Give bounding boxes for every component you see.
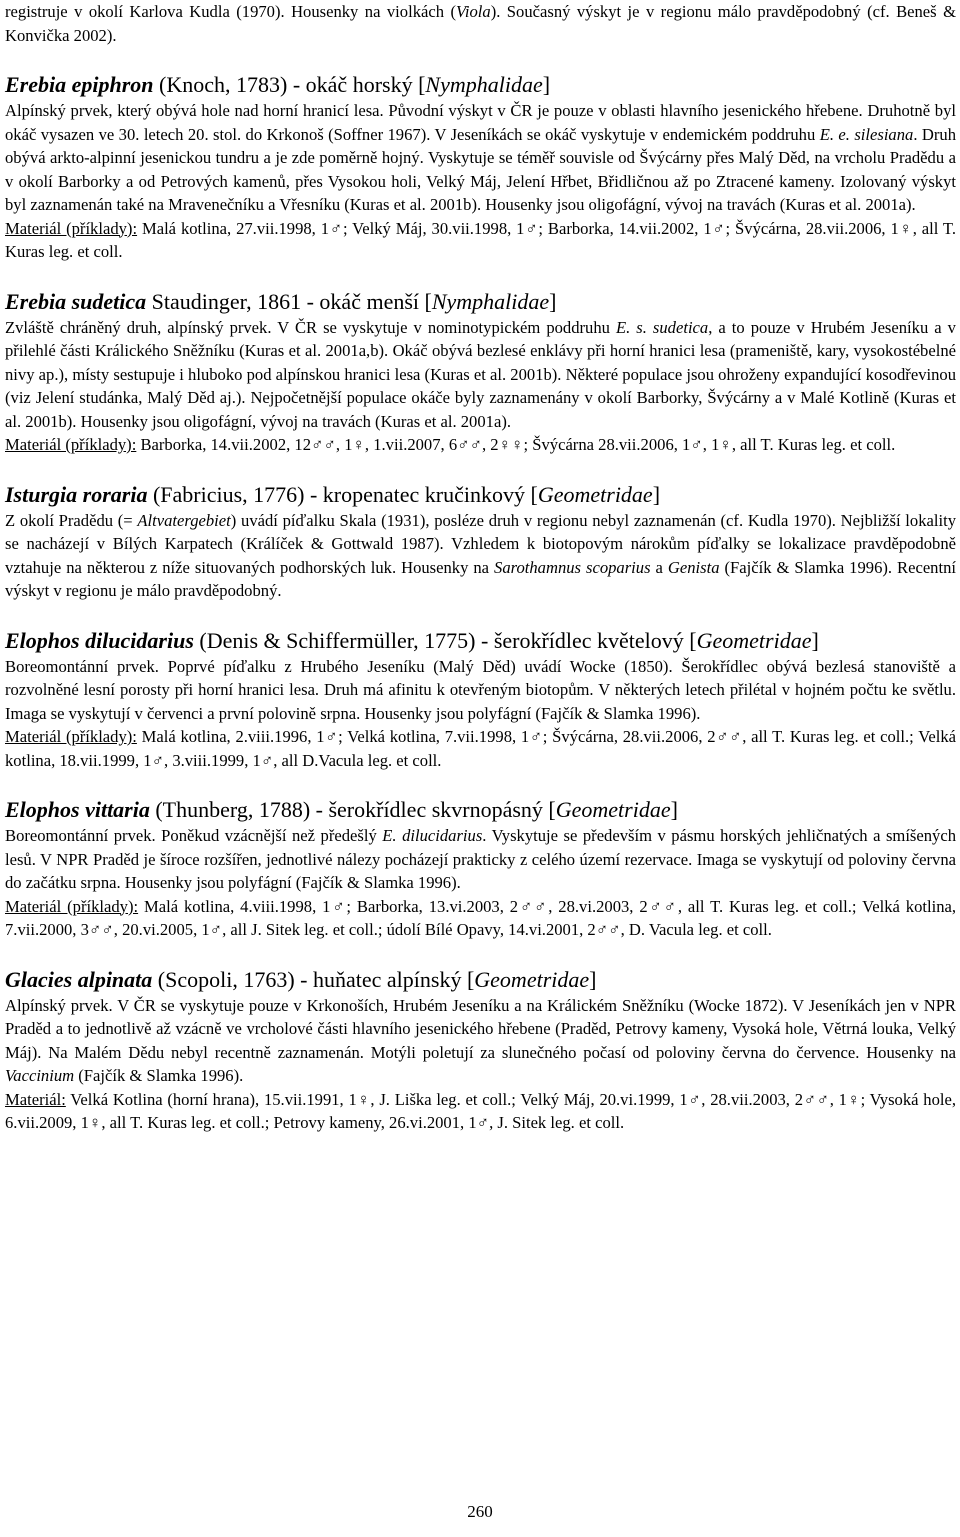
species-description [5,316,956,434]
species-name: Erebia epiphron [5,72,154,97]
heading-close: ] [589,966,597,992]
family-name: Nymphalidae [431,288,550,314]
species-heading [5,71,956,99]
heading-close: ] [811,627,819,653]
text-run: Malá kotlina, 27.vii.1998, 1♂; Velký Máj, 30.vii.1998, 1♂; Barborka, 14.vii.2002, 1♂; Švýcárna, 28.vii.2006, 1♀, all T. Kuras leg. et coll. [5,218,956,261]
material-label: Materiál (příklady): [5,727,137,746]
species-entry [5,288,956,457]
material-list [5,217,956,264]
text-run: (Fajčík & Slamka 1996). Recentní výskyt v regionu je málo pravděpodobný. [5,557,957,600]
species-heading [5,481,956,509]
species-entry [5,796,956,942]
species-entry [5,627,956,773]
species-heading [5,627,956,655]
species-author: (Knoch, 1783) - okáč horský [ [153,72,426,97]
taxon-name: Altvatergebiet [137,510,231,530]
species-entry [5,71,956,264]
text-run: Malá kotlina, 2.viii.1996, 1♂; Velká kotlina, 7.vii.1998, 1♂; Švýcárna, 28.vii.2006, 2♂♂, all T. Kuras leg. et coll.; Velká kotlina, 18.vii.1999, 1♂, 3.viii.1999, 1♂, all D.Vacula leg. et coll. [5,727,956,770]
material-label: Materiál: [5,1089,66,1109]
text-run: Z okolí Pradědu (= [5,510,138,530]
text-run: Boreomontánní prvek. Poprvé píďalku z Hrubého Jeseníku (Malý Děd) uvádí Wocke (1850). Šerokřídlec obývá bezlesá stanoviště a rozvolněné lesní porosty při horní hranici lesa. Druh má afinitu k otevřeným biotopům. V některých letech přilétal v hojném počtu ke světlu. Imaga se vyskytují v červenci a první polovině srpna. Housenky jsou polyfágní (Fajčík & Slamka 1996). [5,656,956,723]
text-run: Velká Kotlina (horní hrana), 15.vii.1991, 1♀, J. Liška leg. et coll.; Velký Máj, 20.vi.1999, 1♂, 28.vii.2003, 2♂♂, 1♀; Vysoká hole, 6.vii.2009, 1♀, all T. Kuras leg. et coll.; Petrovy kameny, 26.vi.2001, 1♂, J. Sitek leg. et coll. [5,1089,956,1132]
heading-close: ] [549,288,557,314]
family-name: Nymphalidae [425,72,543,97]
family-name: Geometridae [696,627,812,653]
material-label: Materiál (příklady): [5,896,139,916]
taxon-name: E. dilucidarius [382,826,483,845]
taxon-name: E. e. silesiana [819,124,914,144]
heading-close: ] [542,72,551,97]
species-heading [5,796,956,824]
species-name: Elophos vittaria [5,797,150,822]
text-run: Malá kotlina, 4.viii.1998, 1♂; Barborka, 13.vi.2003, 2♂♂, 28.vi.2003, 2♂♂, all T. Kuras leg. et coll.; Velká kotlina, 7.vii.2000, 3♂♂, 20.vi.2005, 1♂, all J. Sitek leg. et coll.; údolí Bílé Opavy, 14.vi.2001, 2♂♂, D. Vacula leg. et coll. [5,896,957,939]
family-name: Geometridae [537,481,653,507]
species-name: Elophos dilucidarius [5,627,194,653]
taxon-name: E. s. sudetica [615,317,709,337]
material-list [5,725,956,772]
material-list [5,433,956,457]
material-label: Materiál (příklady): [5,435,137,454]
species-author: (Fabricius, 1776) - kropenatec kručinkový [ [147,481,538,507]
text-run: Alpínský prvek, který obývá hole nad horní hranicí lesa. Původní výskyt v ČR je pouze v oblasti hlavního jesenického hřebene. Druhotně byl okáč vysazen ve 30. letech 20. stol. do Krkonoš (Soffner 1967). V Jeseníkách se okáč vyskytuje v endemickém poddruhu [5,101,956,144]
text-run: a [650,557,668,577]
material-list [5,1088,956,1135]
material-label: Materiál (příklady): [5,218,138,238]
species-name: Erebia sudetica [5,288,147,314]
text-run: Boreomontánní prvek. Poněkud vzácnější než předešlý [5,826,383,845]
species-author: (Denis & Schiffermüller, 1775) - šerokřídlec květelový [ [193,627,697,653]
species-entry [5,481,956,603]
family-name: Geometridae [474,966,590,992]
text-run: . Druh obývá arkto-alpinní jesenickou tundru a je zde poměrně hojný. Vyskytuje se téměř souvisle od Švýcárny přes Malý Děd, na vrcholu Pradědu a v okolí Barborky a od Petrových kamenů, přes Vysokou holi, Velký Máj, Jelení Hřbet, Břidličnou až po Ztracené kameny. Izolovaný výskyt byl zaznamenán také na Mravenečníku a Vřesníku (Kuras et al. 2001b). Housenky jsou oligofágní, vývoj na travách (Kuras et al. 2001a). [5,124,956,214]
species-description [5,994,956,1088]
text-run: Barborka, 14.vii.2002, 12♂♂, 1♀, 1.vii.2007, 6♂♂, 2♀♀; Švýcárna 28.vii.2006, 1♂, 1♀, all T. Kuras leg. et coll. [136,435,896,454]
intro-taxon: Viola [455,2,491,21]
family-name: Geometridae [555,797,671,822]
species-author: (Scopoli, 1763) - huňatec alpínský [ [152,966,475,992]
species-entries [5,71,956,1135]
species-description [5,655,956,726]
text-run: . Vyskytuje se především v pásmu horských jehličnatých a smíšených lesů. V NPR Praděd je šíroce rozšířen, jednotlivé nálezy pocházejí prakticky z celého území rezervace. Imaga se vyskytují od poloviny června do začátku srpna. Housenky jsou polyfágní (Fajčík & Slamka 1996). [5,826,957,892]
species-description [5,824,956,895]
species-name: Glacies alpinata [5,966,153,992]
document-page [5,0,956,1135]
species-heading [5,966,956,994]
intro-text-2: ). Současný výskyt je v regionu málo pravděpodobný (cf. Beneš & Konvička 2002). [5,2,956,45]
taxon-name: Genista [667,557,720,577]
species-name: Isturgia roraria [5,481,148,507]
text-run: Alpínský prvek. V ČR se vyskytuje pouze v Krkonoších, Hrubém Jeseníku a na Králickém Sněžníku (Wocke 1872). V Jeseníkách jen v NPR Praděd a to jednotlivě až vzácně ve vrcholové části hlavního jesenického hřebene (Praděd, Petrovy kameny, Vysoká hole, Větrná louka, Velký Máj). Na Malém Dědu nebyl recentně zaznamenán. Motýli poletují za slunečného počasí od poloviny června do července. Housenky na [5,995,956,1062]
species-description [5,509,956,603]
text-run: ) uvádí píďalku Skala (1931), posléze druh v regionu nebyl zaznamenán (cf. Kudla 1970). Nejbližší lokality se nacházejí v Bílých Karpatech (Králíček & Gottwald 1987). Vzhledem k biotopovým nárokům píďalky se lokalizace pravděpodobně vztahuje na některou z níže situovaných podhorských luk. Housenky na [5,510,956,577]
taxon-name: Vaccinium [5,1066,75,1085]
heading-close: ] [670,797,678,822]
material-list [5,895,956,942]
species-author: Staudinger, 1861 - okáč menší [ [146,288,432,314]
species-author: (Thunberg, 1788) - šerokřídlec skvrnopásný [ [149,797,556,822]
species-description [5,99,956,217]
species-entry [5,966,956,1135]
text-run: Zvláště chráněný druh, alpínský prvek. V ČR se vyskytuje v nominotypickém poddruhu [5,317,616,337]
intro-paragraph [5,0,956,47]
heading-close: ] [652,481,661,507]
text-run: , a to pouze v Hrubém Jeseníku a v přilehlé části Králického Sněžníku (Kuras et al. 2001a,b). Okáč obývá bezlesé enklávy při horní hranici lesa (prameniště, kary, vysokostébelné nivy ap.), místy sestupuje i hluboko pod alpínskou hranici lesa (Kuras et al. 2001b). Některé populace jsou ohroženy expandující kosodřevinou (viz Jelení studánka, Malý Děd aj.). Nejpočetnější populace okáče byly zaznamenány v okolí Barborky, Švýcárny a v Malé Kotlině (Kuras et al. 2001b). Housenky jsou oligofágní, vývoj na travách (Kuras et al. 2001a). [5,317,956,431]
species-heading [5,288,956,316]
intro-text-1: registruje v okolí Karlova Kudla (1970). Housenky na violkách ( [5,2,456,21]
taxon-name: Sarothamnus scoparius [494,557,651,577]
text-run: (Fajčík & Slamka 1996). [74,1066,244,1085]
page-number: 260 [467,1502,493,1521]
